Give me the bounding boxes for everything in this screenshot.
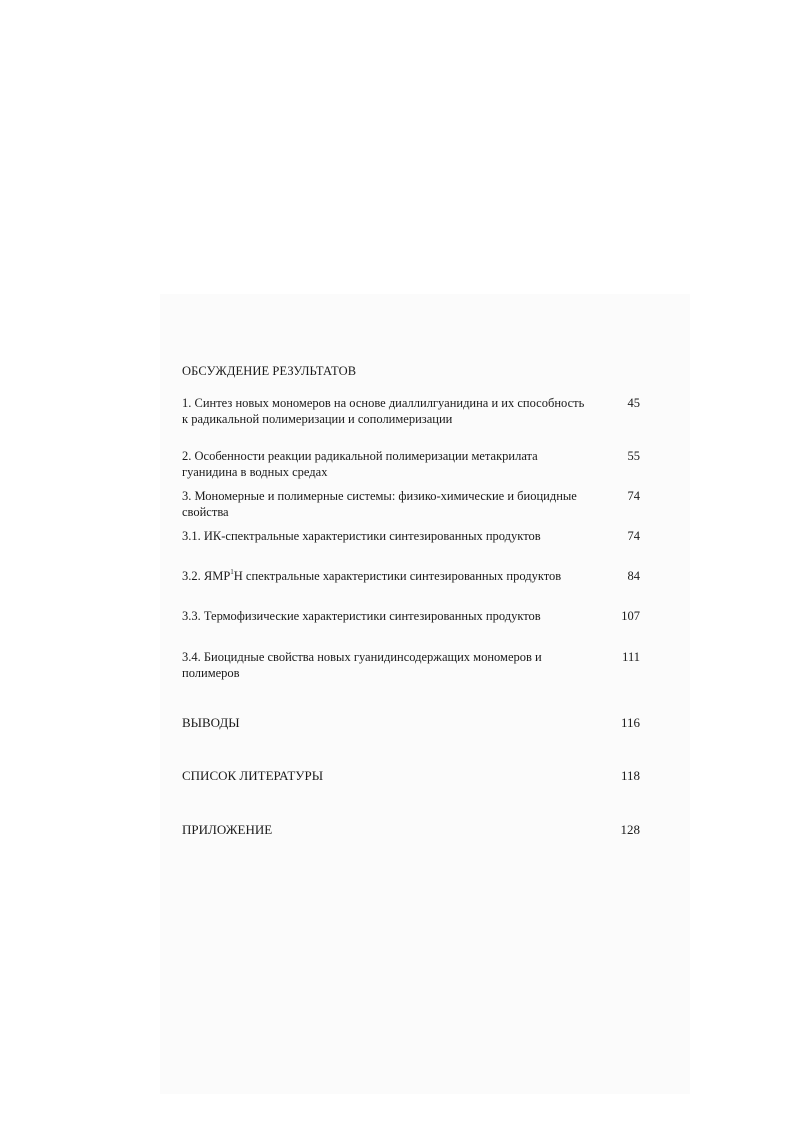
toc-entry-page: 111 [622, 650, 640, 664]
toc-entry-title: 2. Особенности реакции радикальной полимеризации метакрилата гуанидина в водных средах [182, 449, 538, 479]
toc-entry-page: 74 [627, 529, 640, 543]
toc-entry [182, 488, 640, 520]
toc-entry-title-suffix: Н спектральные характеристики синтезированных продуктов [233, 569, 562, 583]
toc-entry-title: СПИСОК ЛИТЕРАТУРЫ [182, 768, 324, 783]
toc-entry [182, 448, 640, 480]
toc-entry-title: ПРИЛОЖЕНИЕ [182, 822, 273, 837]
toc-entry [182, 568, 640, 584]
toc-entry [182, 649, 640, 681]
toc-entry-page: 55 [627, 449, 640, 463]
toc-entry-page: 107 [621, 609, 640, 623]
toc-entry-title: 3.4. Биоцидные свойства новых гуанидинсодержащих мономеров и полимеров [182, 650, 542, 680]
toc-entry-title: 3. Мономерные и полимерные системы: физико-химические и биоцидные свойства [182, 489, 577, 519]
toc-entry-page: 128 [620, 822, 640, 837]
toc-entry-page: 118 [620, 768, 640, 783]
toc-entry-page: 45 [627, 396, 640, 410]
toc-entry [182, 715, 640, 731]
toc-entry [182, 395, 640, 427]
toc-entry-page: 116 [620, 715, 640, 730]
superscript-mass-number: 1 [230, 568, 234, 576]
toc-entry [182, 528, 640, 544]
toc-entry-title [182, 568, 602, 584]
toc-entry-title: ВЫВОДЫ [182, 715, 240, 730]
toc-entry-page: 84 [627, 569, 640, 583]
toc-entry-title: 3.3. Термофизические характеристики синтезированных продуктов [182, 609, 541, 623]
toc-entry-title: 1. Синтез новых мономеров на основе диаллилгуанидина и их способность к радикальной полимеризации и сополимеризации [182, 396, 585, 426]
toc-entry-title-prefix: 3.2. ЯМР [182, 569, 231, 583]
toc-entry [182, 768, 640, 784]
section-heading: ОБСУЖДЕНИЕ РЕЗУЛЬТАТОВ [182, 364, 357, 378]
toc-entry [182, 608, 640, 624]
toc-entry [182, 822, 640, 838]
toc-entry-page: 74 [627, 489, 640, 503]
toc-entry-title: 3.1. ИК-спектральные характеристики синтезированных продуктов [182, 529, 541, 543]
